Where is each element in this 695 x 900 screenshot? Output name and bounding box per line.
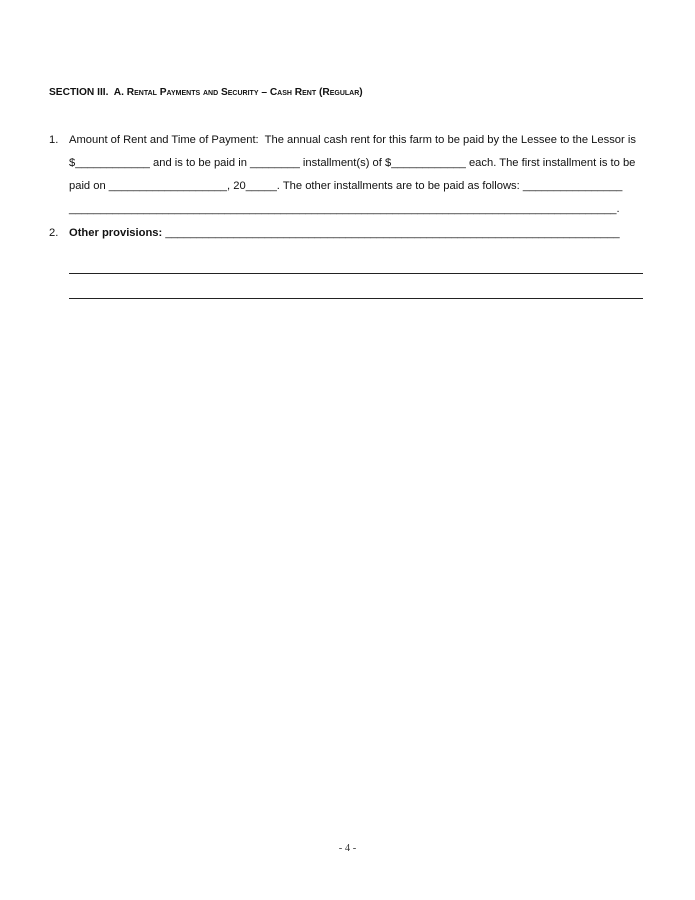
item-1-line-1 <box>69 134 644 146</box>
page-number: - 4 - <box>338 843 357 854</box>
section-sub-prefix: A. <box>113 87 124 98</box>
item-1-line-2[interactable] <box>69 157 644 169</box>
item-1-line-4[interactable] <box>69 203 644 215</box>
item-2-line[interactable] <box>69 227 620 239</box>
item-1-line-3-text[interactable]: paid on ___________________, 20_____. The other installments are to be paid as follows: ________________ <box>69 180 623 192</box>
section-heading <box>49 87 363 98</box>
other-provisions-label: Other provisions: <box>69 227 163 239</box>
item-2-number: 2. <box>49 227 59 239</box>
other-provisions-rule-2[interactable] <box>69 298 643 299</box>
item-1-line-4-text[interactable]: ________________________________________________________________________________________. <box>69 203 620 215</box>
item-1-line-1-text: Amount of Rent and Time of Payment: The annual cash rent for this farm to be paid by the Lessee to the Lessor is <box>69 134 636 146</box>
item-1-number: 1. <box>49 134 59 146</box>
section-label: SECTION III. <box>49 87 109 98</box>
other-provisions-rule-1[interactable] <box>69 273 643 274</box>
other-provisions-blank[interactable]: _________________________________________________________________________ <box>165 227 620 239</box>
item-1-line-2-text[interactable]: $____________ and is to be paid in ________ installment(s) of $____________ each. The first installment is to be <box>69 157 636 169</box>
item-1-line-3[interactable] <box>69 180 644 192</box>
section-title: Rental Payments and Security – Cash Rent (Regular) <box>126 87 363 98</box>
